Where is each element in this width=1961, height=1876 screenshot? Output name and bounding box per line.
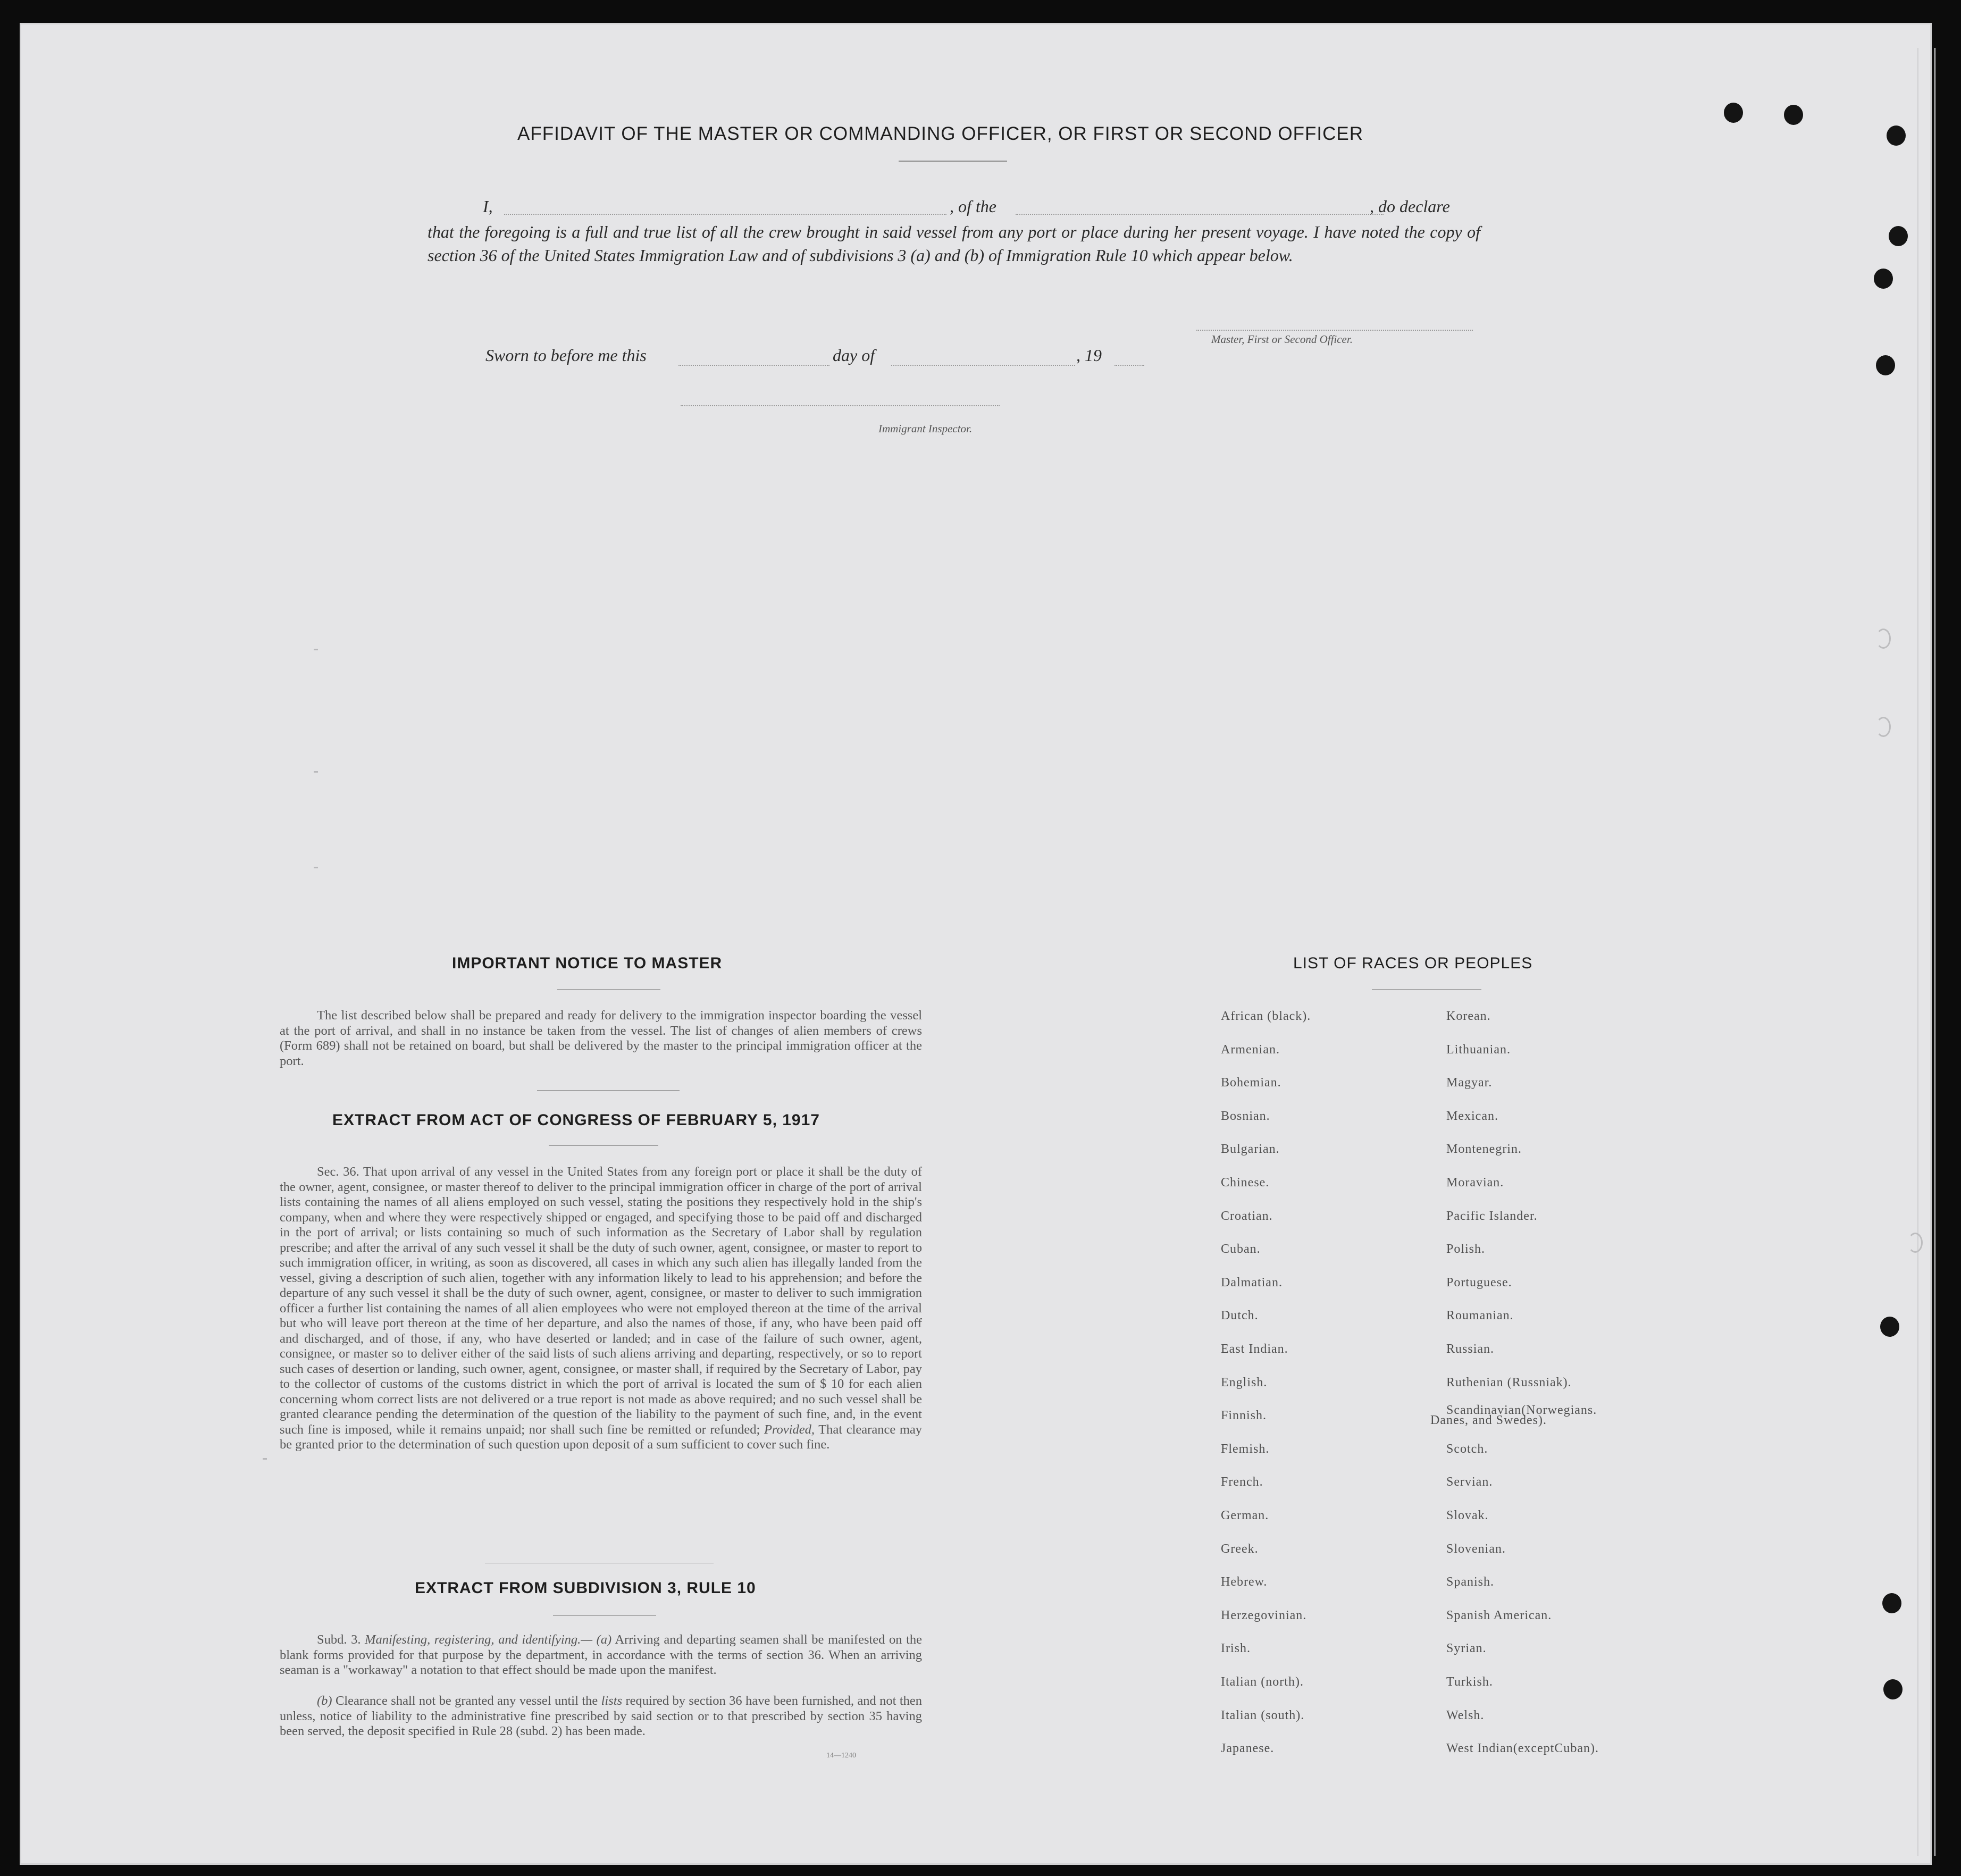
race-item: Syrian. bbox=[1446, 1642, 1487, 1656]
inspector-label: Immigrant Inspector. bbox=[878, 422, 973, 435]
form-number: 14—1240 bbox=[826, 1752, 856, 1760]
race-item: Italian (south). bbox=[1221, 1708, 1305, 1722]
race-item: Welsh. bbox=[1446, 1708, 1485, 1722]
act-text-end: That clearance may be granted prior to the determination of such question upon deposit of a sum sufficient to cover such fine. bbox=[280, 1422, 923, 1452]
notice-title: IMPORTANT NOTICE TO MASTER bbox=[452, 954, 723, 972]
race-item: Russian. bbox=[1446, 1342, 1495, 1356]
race-item: African (black). bbox=[1221, 1009, 1311, 1023]
binder-hole bbox=[1876, 717, 1891, 737]
race-item: Bulgarian. bbox=[1221, 1142, 1280, 1157]
title-underline bbox=[899, 161, 1007, 162]
race-item: East Indian. bbox=[1221, 1342, 1288, 1356]
part-a-text: Arriving and departing seamen shall be manifested on the blank forms provided for that purpose by the department, in accordance with the terms of section 36. When an arriving seaman is a "workaway" a notation to that effect should be made upon the manifest. bbox=[280, 1632, 922, 1677]
race-item: Finnish. bbox=[1221, 1409, 1267, 1423]
race-item: Chinese. bbox=[1221, 1176, 1270, 1190]
race-item: Turkish. bbox=[1446, 1675, 1493, 1689]
race-item: French. bbox=[1221, 1475, 1263, 1489]
margin-tick bbox=[314, 867, 318, 868]
race-item: Spanish. bbox=[1446, 1575, 1495, 1589]
race-item: Herzegovinian. bbox=[1221, 1608, 1307, 1622]
race-item: Polish. bbox=[1446, 1242, 1486, 1257]
rule-part-a bbox=[280, 1632, 922, 1678]
part-b-lists: lists bbox=[601, 1694, 623, 1708]
i-label: I, bbox=[483, 197, 493, 216]
race-item: Bosnian. bbox=[1221, 1109, 1270, 1123]
act-text: That upon arrival of any vessel in the United States from any foreign port or place it shall be the duty of the owner, agent, consignee, or master thereof to deliver to the principal immigration officer in charge of the port of arrival lists containing the names of all aliens employed on such vessel, stating the positions they respectively hold in the ship's company, when and where they were respectively shipped or engaged, and specifying those to be paid off and discharged in the port of arrival; or lists containing so much of such information as the Secretary of Labor shall by regulation prescribe; and after the arrival of any such vessel it shall be the duty of such owner, agent, consignee, or master to report to such immigration officer, in writing, as soon as discovered, all cases in which any such alien has illegally landed from the vessel, giving a description of such alien, together with any information likely to lead to his apprehension; and before the departure of any such vessel it shall be the duty of such owner, agent, consignee, or master to deliver to such immigration officer a further list containing the names of all alien employees who were not employed thereon at the time of the arrival but who will leave port thereon at the time of her departure, and also the names of those, if any, who have been paid off and discharged, and of those, if any, who have deserted or landed; and in case of the failure of such owner, agent, consignee, or master so to deliver either of the said lists of such aliens arriving and departing, respectively, or so to report such cases of desertion or landing, such owner, agent, consignee, or master shall, if required by the Secretary of Labor, pay to the collector of customs of the customs district in which the port of arrival is located the sum of $ 10 for each alien concerning whom correct lists are not delivered or a true report is not made as above required; and no such vessel shall be granted clearance pending the determination of the question of the liability to the payment of such fine, and, in the event such fine is imposed, while it remains unpaid; nor shall such fine be remitted or refunded; bbox=[280, 1165, 922, 1437]
inspector-signature-blank[interactable] bbox=[681, 405, 1000, 406]
race-item: Greek. bbox=[1221, 1542, 1259, 1556]
binder-hole bbox=[1889, 226, 1908, 246]
part-b-label: (b) bbox=[317, 1694, 332, 1708]
rule-extract-title: EXTRACT FROM SUBDIVISION 3, RULE 10 bbox=[415, 1579, 756, 1597]
races-underline bbox=[1372, 989, 1481, 990]
notice-separator bbox=[537, 1090, 680, 1091]
race-item: Cuban. bbox=[1221, 1242, 1261, 1257]
year-blank[interactable] bbox=[1114, 365, 1144, 366]
rule-underline bbox=[553, 1615, 656, 1616]
binder-hole bbox=[1887, 125, 1906, 146]
of-the-label: , of the bbox=[950, 197, 996, 216]
race-item: Armenian. bbox=[1221, 1042, 1280, 1057]
name-blank[interactable] bbox=[504, 214, 946, 215]
race-item: Montenegrin. bbox=[1446, 1142, 1522, 1157]
race-item: Lithuanian. bbox=[1446, 1042, 1511, 1057]
master-signature-blank[interactable] bbox=[1196, 330, 1473, 331]
binder-hole bbox=[1784, 105, 1803, 125]
binder-hole bbox=[1908, 1233, 1923, 1253]
do-declare-label: , do declare bbox=[1370, 197, 1450, 216]
notice-underline bbox=[557, 989, 660, 990]
binder-hole bbox=[1882, 1593, 1901, 1613]
race-item: Mexican. bbox=[1446, 1109, 1498, 1123]
part-b-text-2: required by section 36 have been furnished, and not then unless, notice of liability to the administrative fine prescribed by said section or to that prescribed by section 35 having been served, the deposit specified in Rule 28 (subd. 2) has been made. bbox=[280, 1694, 923, 1738]
race-item: Pacific Islander. bbox=[1446, 1209, 1538, 1223]
year-label: , 19 bbox=[1076, 346, 1102, 365]
provided-label: Provided, bbox=[764, 1422, 815, 1437]
race-item: Dalmatian. bbox=[1221, 1275, 1283, 1289]
act-extract-text bbox=[280, 1165, 922, 1453]
race-item: Hebrew. bbox=[1221, 1575, 1268, 1589]
day-of-label: day of bbox=[833, 346, 875, 365]
race-item: Irish. bbox=[1221, 1642, 1251, 1656]
race-item: German. bbox=[1221, 1509, 1269, 1522]
margin-tick bbox=[314, 649, 318, 650]
sec-label: Sec. 36. bbox=[317, 1165, 359, 1179]
race-item: English. bbox=[1221, 1375, 1268, 1389]
race-item: Italian (north). bbox=[1221, 1675, 1304, 1689]
race-item: Magyar. bbox=[1446, 1076, 1493, 1090]
part-a-label: — (a) bbox=[581, 1632, 612, 1647]
subd-label: Subd. 3. bbox=[317, 1632, 361, 1647]
race-item: Croatian. bbox=[1221, 1209, 1273, 1223]
master-signature-label: Master, First or Second Officer. bbox=[1211, 333, 1353, 346]
page-edge bbox=[1917, 48, 1935, 1856]
binder-hole bbox=[1883, 1679, 1903, 1699]
sworn-label: Sworn to before me this bbox=[485, 346, 647, 365]
race-item: Slovak. bbox=[1446, 1509, 1489, 1522]
race-item: Spanish American. bbox=[1446, 1608, 1552, 1622]
subd-title: Manifesting, registering, and identifying. bbox=[365, 1632, 581, 1647]
binder-hole bbox=[1874, 269, 1893, 289]
race-item: Servian. bbox=[1446, 1475, 1493, 1489]
race-item: Japanese. bbox=[1221, 1741, 1275, 1756]
rule-part-b bbox=[280, 1694, 922, 1739]
race-continuation: Danes, and Swedes). bbox=[1430, 1413, 1547, 1427]
binder-hole bbox=[1724, 103, 1743, 123]
race-item: Flemish. bbox=[1221, 1442, 1270, 1456]
race-item: Moravian. bbox=[1446, 1176, 1504, 1190]
race-item: Bohemian. bbox=[1221, 1076, 1281, 1090]
act-extract-title: EXTRACT FROM ACT OF CONGRESS OF FEBRUARY 5, 1917 bbox=[332, 1111, 820, 1129]
race-item: Ruthenian (Russniak). bbox=[1446, 1375, 1572, 1389]
day-blank[interactable] bbox=[678, 365, 829, 366]
margin-tick bbox=[314, 771, 318, 773]
vessel-blank[interactable] bbox=[1016, 214, 1384, 215]
races-title: LIST OF RACES OR PEOPLES bbox=[1293, 954, 1533, 972]
binder-hole bbox=[1876, 629, 1891, 649]
race-item: Roumanian. bbox=[1446, 1309, 1514, 1323]
act-underline bbox=[549, 1145, 658, 1146]
race-item: Slovenian. bbox=[1446, 1542, 1506, 1556]
affidavit-title: AFFIDAVIT OF THE MASTER OR COMMANDING OFFICER, OR FIRST OR SECOND OFFICER bbox=[517, 123, 1364, 144]
race-item: Portuguese. bbox=[1446, 1275, 1512, 1289]
race-item: Scotch. bbox=[1446, 1442, 1488, 1456]
race-item: Scandinavian(Norwegians. bbox=[1446, 1403, 1597, 1418]
declaration-text: that the foregoing is a full and true list of all the crew brought in said vessel from any port or place during her present voyage. I have noted the copy of section 36 of the United States Immigration Law and of subdivisions 3 (a) and (b) of Immigration Rule 10 which appear below. bbox=[428, 222, 1480, 265]
part-b-text-1: Clearance shall not be granted any vessel until the bbox=[335, 1694, 598, 1708]
margin-tick bbox=[263, 1458, 267, 1460]
document-page bbox=[21, 24, 1930, 1863]
race-item: West Indian(exceptCuban). bbox=[1446, 1741, 1599, 1756]
binder-hole bbox=[1880, 1317, 1899, 1337]
binder-hole bbox=[1876, 355, 1895, 375]
month-blank[interactable] bbox=[891, 365, 1075, 366]
race-item: Dutch. bbox=[1221, 1309, 1259, 1323]
race-item: Korean. bbox=[1446, 1009, 1491, 1023]
notice-text: The list described below shall be prepared and ready for delivery to the immigration inspector boarding the vessel at the port of arrival, and shall in no instance be taken from the vessel. The list of changes of alien members of crews (Form 689) shall not be retained on board, but shall be delivered by the master to the principal immigration officer at the port. bbox=[280, 1008, 922, 1068]
